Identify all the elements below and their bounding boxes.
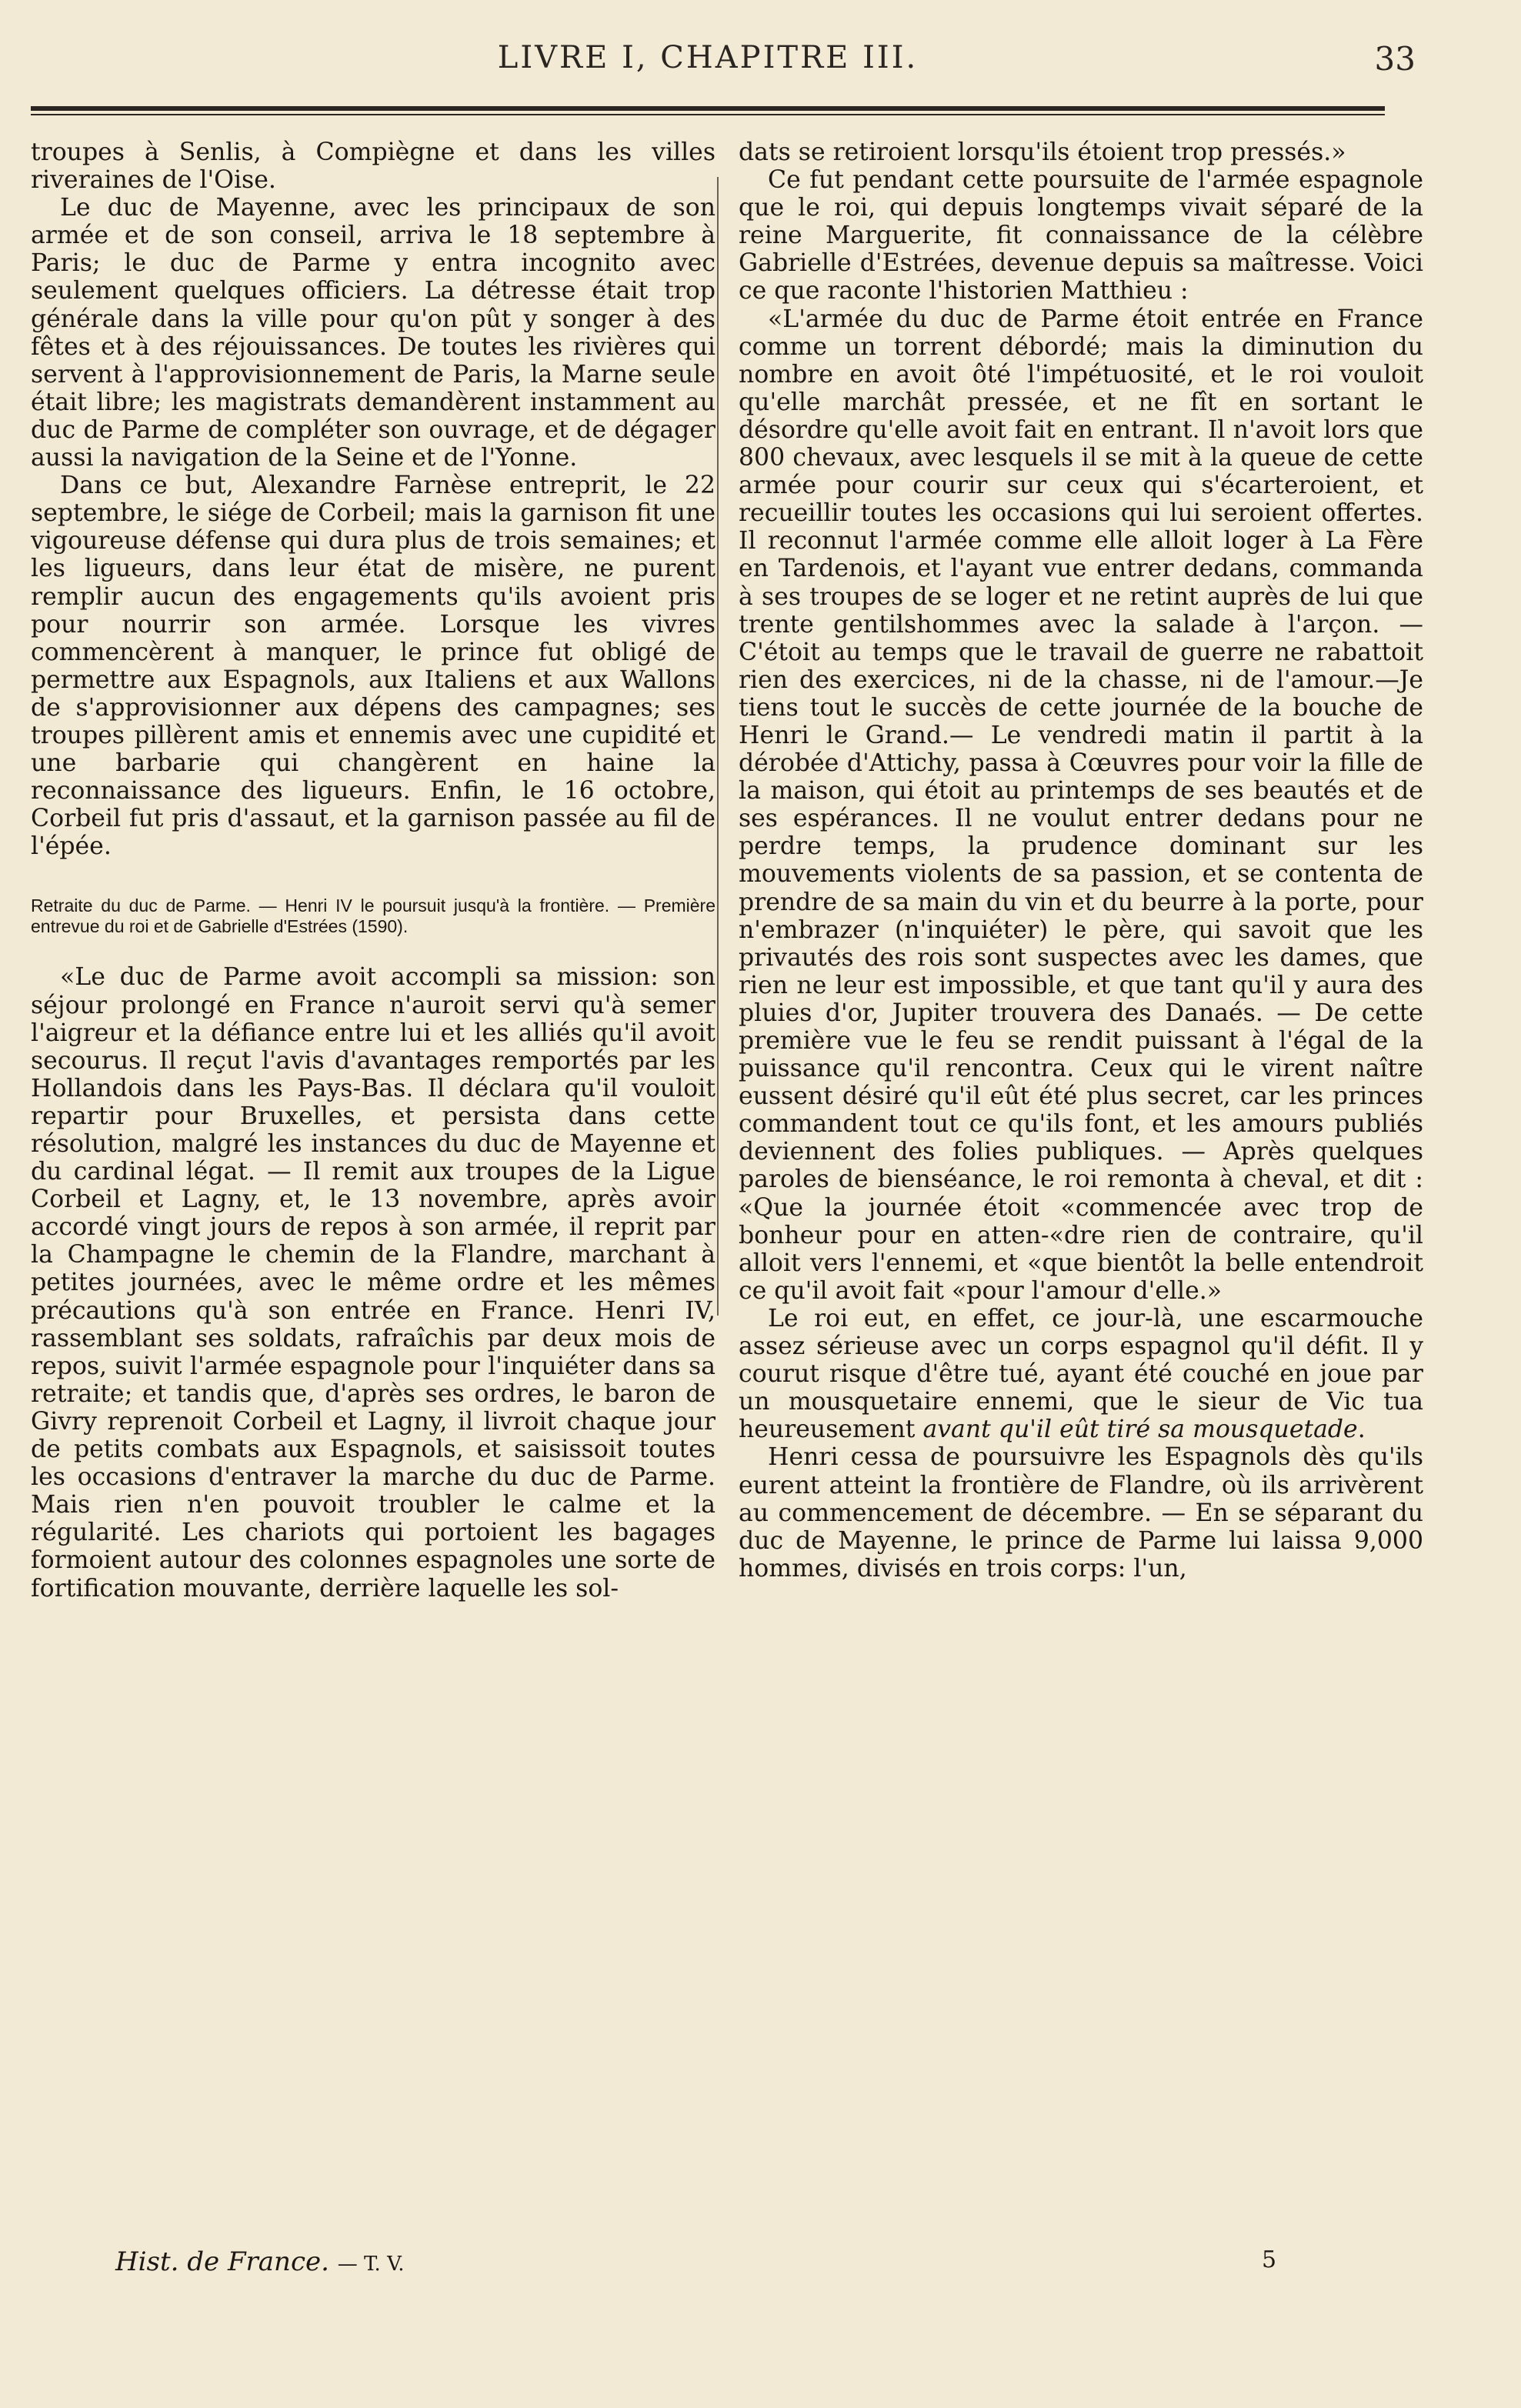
left-paragraph-4: «Le duc de Parme avoit accompli sa mission: son séjour prolongé en France n'auroit servi qu'à semer l'aigreur et la défiance entre lui et les alliés qu'il avoit secourus. Il reçut l'avis d'avantages remportés par les Hollandois dans les Pays-Bas. Il déclara qu'il vouloit repartir pour Bruxelles, et persista dans cette résolution, malgré les instances du duc de Mayenne et du cardinal légat. — Il remit aux troupes de la Ligue Corbeil et Lagny, et, le 13 novembre, après avoir accordé vingt jours de repos à son armée, il reprit par la Champagne le chemin de la Flandre, marchant à petites journées, avec le même ordre et les mêmes précautions qu'à son entrée en France. Henri IV, rassemblant ses soldats, rafraîchis par deux mois de repos, suivit l'armée espagnole pour l'inquiéter dans sa retraite; et tandis que, d'après ses ordres, le baron de Givry reprenoit Corbeil et Lagny, il livroit chaque jour de petits combats aux Espagnols, et saisissoit toutes les occasions d'entraver la marche du duc de Parme. Mais rien n'en pouvoit troubler le calme et la régularité. Les chariots qui portoient les bagages formoient autour des colonnes espagnoles une sorte de fortification mouvante, derrière laquelle les sol- (31, 963, 715, 1603)
right-paragraph-4-end: . (1357, 1416, 1366, 1444)
left-paragraph-1: troupes à Senlis, à Compiègne et dans les villes riveraines de l'Oise. (31, 138, 715, 195)
running-title: LIVRE I, CHAPITRE III. (497, 40, 919, 75)
header-rule (31, 106, 1385, 111)
right-paragraph-1: dats se retiroient lorsqu'ils étoient trop pressés.» (739, 138, 1346, 166)
section-sidenote: Retraite du duc de Parme. — Henri IV le poursuit jusqu'à la frontière. — Première entrevue du roi et de Gabrielle d'Estrées (1590). (31, 895, 715, 937)
left-column (31, 138, 715, 1603)
right-paragraph-4 (739, 1305, 1423, 1443)
right-paragraph-2: Ce fut pendant cette poursuite de l'armée espagnole que le roi, qui depuis longtemps vivait séparé de la reine Marguerite, fit connaissance de la célèbre Gabrielle d'Estrées, devenue depuis sa maîtresse. Voici ce que raconte l'historien Matthieu : (739, 166, 1423, 305)
right-paragraph-5: Henri cessa de poursuivre les Espagnols dès qu'ils eurent atteint la frontière de Flandre, où ils arrivèrent au commencement de décembre. — En se séparant du duc de Mayenne, le prince de Parme lui laissa 9,000 hommes, divisés en trois corps: l'un, (739, 1443, 1423, 1583)
footer-title: Hist. de France. (115, 2246, 329, 2277)
right-paragraph-4-italic: avant qu'il eût tiré sa mousquetade (922, 1416, 1358, 1444)
footer-work-title (115, 2246, 405, 2277)
footer-volume: — T. V. (337, 2253, 405, 2276)
right-column (739, 138, 1423, 1583)
page-number: 33 (1374, 40, 1416, 78)
left-paragraph-2: Le duc de Mayenne, avec les principaux de son armée et de son conseil, arriva le 18 septembre à Paris; le duc de Parme y entra incognito avec seulement quelques officiers. La détresse était trop générale dans la ville pour qu'on pût y songer à des fêtes et à des réjouissances. De toutes les rivières qui servent à l'approvisionnement de Paris, la Marne seule était libre; les magistrats demandèrent instamment au duc de Parme de compléter son ouvrage, et de dégager aussi la navigation de la Seine et de l'Yonne. (31, 194, 715, 472)
left-paragraph-3: Dans ce but, Alexandre Farnèse entreprit, le 22 septembre, le siége de Corbeil; mais la garnison fit une vigoureuse défense qui dura plus de trois semaines; et les ligueurs, dans leur état de misère, ne purent remplir aucun des engagements qu'ils avoient pris pour nourrir son armée. Lorsque les vivres commencèrent à manquer, le prince fut obligé de permettre aux Espagnols, aux Italiens et aux Wallons de s'approvisionner aux dépens des campagnes; ses troupes pillèrent amis et ennemis avec une cupidité et une barbarie qui changèrent en haine la reconnaissance des ligueurs. Enfin, le 16 octobre, Corbeil fut pris d'assaut, et la garnison passée au fil de l'épée. (31, 472, 715, 861)
page-header (31, 40, 1416, 86)
column-divider (717, 177, 719, 1316)
right-paragraph-4-start: Le roi eut, en effet, ce jour-là, une escarmouche assez sérieuse avec un corps espagnol qu'il défit. Il y courut risque d'être tué, ayant été couché en joue par un mousquetaire ennemi, que le sieur de Vic tua heureusement (739, 1304, 1423, 1444)
header-rule-thin (31, 114, 1385, 115)
signature-mark: 5 (1262, 2246, 1277, 2273)
right-paragraph-3: «L'armée du duc de Parme étoit entrée en France comme un torrent débordé; mais la diminution du nombre en avoit ôté l'impétuosité, et le roi vouloit qu'elle marchât pressée, et ne fît en sortant le désordre qu'elle avoit fait en entrant. Il n'avoit lors que 800 chevaux, avec lesquels il se mit à la queue de cette armée pour courir sur ceux qui s'écarteroient, et recueillir toutes les occasions qui lui seroient offertes. Il reconnut l'armée comme elle alloit loger à La Fère en Tardenois, et l'ayant vue entrer dedans, commanda à ses troupes de se loger et ne retint auprès de lui que trente gentilshommes avec la salade à l'arçon. — C'étoit au temps que le travail de guerre ne rabattoit rien des exercices, ni de la chasse, ni de l'amour.—Je tiens tout le succès de cette journée de la bouche de Henri le Grand.— Le vendredi matin il partit à la dérobée d'Attichy, passa à Cœuvres pour voir la fille de la maison, qui étoit au printemps de ses beautés et de ses espérances. Il ne voulut entrer dedans pour ne perdre temps, la prudence dominant sur les mouvements violents de sa passion, et se contenta de prendre de sa main du vin et du beurre à la porte, pour n'embrazer (n'inquiéter) le père, qui savoit que les privautés des rois sont suspectes avec les dames, que rien ne leur est impossible, et que tant qu'il y aura des pluies d'or, Jupiter trouvera des Danaés. — De cette première vue le feu se rendit puissant à l'égal de la puissance qu'il rencontra. Ceux qui le virent naître eussent désiré qu'il eût été plus secret, car les princes commandent tout ce qu'ils font, et les amours publiés deviennent des folies publiques. — Après quelques paroles de bienséance, le roi remonta à cheval, et dit : «Que la journée étoit «commencée avec trop de bonheur pour en atten-«dre rien de contraire, qu'il alloit vers l'ennemi, et «que bientôt la belle entendroit ce qu'il avoit fait «pour l'amour d'elle.» (739, 305, 1423, 1305)
